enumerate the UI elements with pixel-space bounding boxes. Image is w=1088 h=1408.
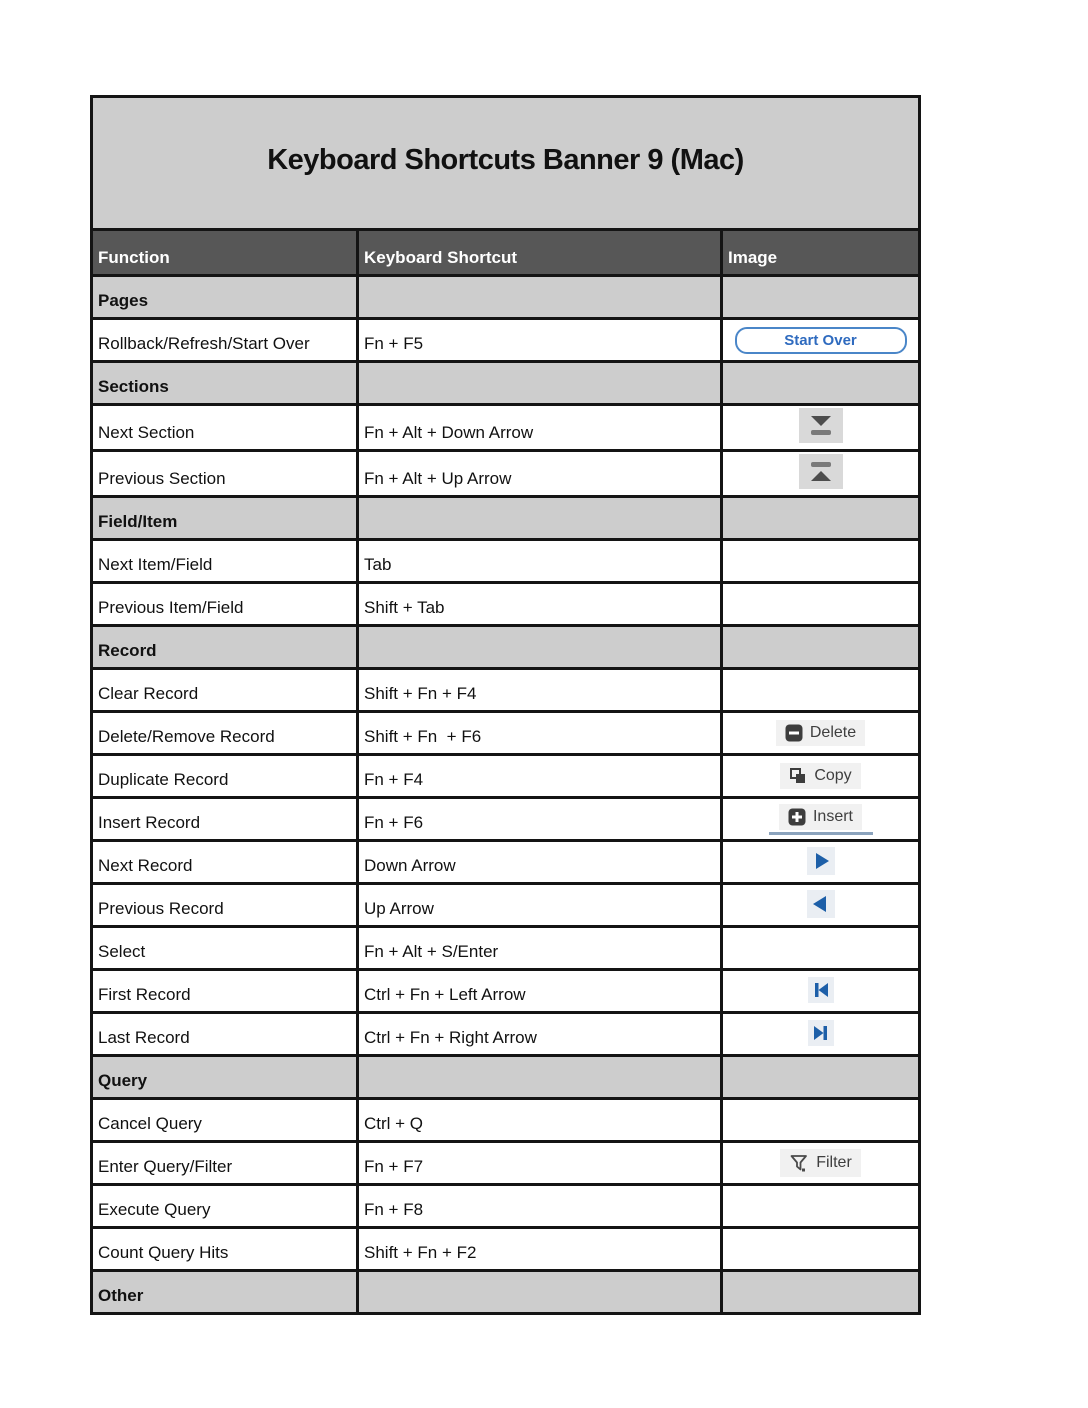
insert-underline: [769, 832, 873, 835]
shortcut-row-last-record: [92, 1013, 920, 1056]
section-label: Record: [92, 626, 358, 669]
minus-icon: [785, 724, 803, 742]
function-cell: Next Record: [92, 841, 358, 884]
copy-button[interactable]: [780, 763, 860, 789]
filter-label: Filter: [816, 1153, 852, 1171]
function-cell: Delete/Remove Record: [92, 712, 358, 755]
image-cell: [722, 884, 920, 927]
delete-label: Delete: [809, 723, 857, 741]
image-cell: [722, 451, 920, 497]
section-cell-image: [722, 362, 920, 405]
image-cell: [722, 319, 920, 362]
image-cell: [722, 1228, 920, 1271]
image-cell: [722, 540, 920, 583]
function-cell: Select: [92, 927, 358, 970]
section-row-pages: [92, 276, 920, 319]
image-cell: [722, 712, 920, 755]
insert-button-group: [769, 804, 873, 835]
copy-label: Copy: [814, 766, 852, 784]
image-cell: [722, 755, 920, 798]
title-row: [92, 97, 920, 230]
delete-button[interactable]: [776, 720, 865, 746]
shortcut-cell: Fn + F7: [358, 1142, 722, 1185]
section-cell-shortcut: [358, 1271, 722, 1314]
section-cell-image: [722, 1271, 920, 1314]
section-cell-image: [722, 497, 920, 540]
function-cell: Last Record: [92, 1013, 358, 1056]
shortcut-row-insert-record: [92, 798, 920, 841]
next-section-icon[interactable]: [799, 408, 843, 443]
shortcut-row-delete-remove-record: [92, 712, 920, 755]
section-cell-image: [722, 276, 920, 319]
col-header-shortcut: Keyboard Shortcut: [358, 230, 722, 276]
shortcut-row-clear-record: [92, 669, 920, 712]
shortcut-row-duplicate-record: [92, 755, 920, 798]
image-cell: [722, 1099, 920, 1142]
shortcut-cell: Fn + F6: [358, 798, 722, 841]
shortcut-cell: Tab: [358, 540, 722, 583]
shortcut-row-cancel-query: [92, 1099, 920, 1142]
function-cell: First Record: [92, 970, 358, 1013]
shortcut-row-previous-section: [92, 451, 920, 497]
image-cell: [722, 1142, 920, 1185]
shortcut-row-previous-record: [92, 884, 920, 927]
shortcuts-table-wrap: [90, 95, 918, 1315]
section-cell-shortcut: [358, 276, 722, 319]
image-cell: [722, 927, 920, 970]
page-title: Keyboard Shortcuts Banner 9 (Mac): [92, 97, 920, 230]
start-over-button[interactable]: [735, 327, 907, 354]
function-cell: Next Item/Field: [92, 540, 358, 583]
shortcut-cell: Fn + Alt + Down Arrow: [358, 405, 722, 451]
section-cell-image: [722, 1056, 920, 1099]
shortcut-row-execute-query: [92, 1185, 920, 1228]
function-cell: Insert Record: [92, 798, 358, 841]
function-cell: Previous Record: [92, 884, 358, 927]
next-record-icon[interactable]: [807, 847, 835, 875]
funnel-icon: [789, 1153, 809, 1173]
col-header-function: Function: [92, 230, 358, 276]
section-row-other: [92, 1271, 920, 1314]
shortcut-cell: Shift + Tab: [358, 583, 722, 626]
shortcut-cell: Shift + Fn + F4: [358, 669, 722, 712]
shortcuts-table: [90, 95, 921, 1315]
function-cell: Clear Record: [92, 669, 358, 712]
shortcut-cell: Fn + Alt + S/Enter: [358, 927, 722, 970]
shortcut-cell: Ctrl + Fn + Left Arrow: [358, 970, 722, 1013]
shortcut-cell: Fn + F5: [358, 319, 722, 362]
function-cell: Duplicate Record: [92, 755, 358, 798]
shortcut-cell: Fn + Alt + Up Arrow: [358, 451, 722, 497]
image-cell: [722, 405, 920, 451]
shortcut-cell: Fn + F8: [358, 1185, 722, 1228]
function-cell: Cancel Query: [92, 1099, 358, 1142]
image-cell: [722, 841, 920, 884]
section-row-query: [92, 1056, 920, 1099]
insert-label: Insert: [812, 807, 853, 825]
previous-section-icon[interactable]: [799, 454, 843, 489]
shortcut-row-first-record: [92, 970, 920, 1013]
shortcut-row-select: [92, 927, 920, 970]
start-over-label: Start Over: [784, 331, 857, 349]
header-row: [92, 230, 920, 276]
shortcut-cell: Shift + Fn + F6: [358, 712, 722, 755]
shortcut-cell: Ctrl + Q: [358, 1099, 722, 1142]
section-label: Pages: [92, 276, 358, 319]
function-cell: Next Section: [92, 405, 358, 451]
section-cell-shortcut: [358, 497, 722, 540]
shortcut-row-next-section: [92, 405, 920, 451]
function-cell: Execute Query: [92, 1185, 358, 1228]
first-record-icon[interactable]: [808, 977, 834, 1003]
section-label: Other: [92, 1271, 358, 1314]
plus-icon: [788, 808, 806, 826]
image-cell: [722, 1013, 920, 1056]
function-cell: Previous Section: [92, 451, 358, 497]
shortcut-cell: Up Arrow: [358, 884, 722, 927]
section-cell-shortcut: [358, 1056, 722, 1099]
image-cell: [722, 798, 920, 841]
shortcut-cell: Shift + Fn + F2: [358, 1228, 722, 1271]
insert-button[interactable]: [779, 804, 862, 830]
section-label: Field/Item: [92, 497, 358, 540]
image-cell: [722, 970, 920, 1013]
image-cell: [722, 1185, 920, 1228]
section-row-field-item: [92, 497, 920, 540]
shortcut-row-rollback-refresh-start-over: [92, 319, 920, 362]
shortcut-row-count-query-hits: [92, 1228, 920, 1271]
col-header-image: Image: [722, 230, 920, 276]
image-cell: [722, 669, 920, 712]
shortcut-row-enter-query-filter: [92, 1142, 920, 1185]
section-cell-image: [722, 626, 920, 669]
function-cell: Previous Item/Field: [92, 583, 358, 626]
shortcut-row-next-record: [92, 841, 920, 884]
last-record-icon[interactable]: [808, 1020, 834, 1046]
function-cell: Enter Query/Filter: [92, 1142, 358, 1185]
section-cell-shortcut: [358, 362, 722, 405]
image-cell: [722, 583, 920, 626]
shortcut-row-next-item-field: [92, 540, 920, 583]
section-cell-shortcut: [358, 626, 722, 669]
function-cell: Count Query Hits: [92, 1228, 358, 1271]
function-cell: Rollback/Refresh/Start Over: [92, 319, 358, 362]
shortcut-cell: Ctrl + Fn + Right Arrow: [358, 1013, 722, 1056]
shortcut-row-previous-item-field: [92, 583, 920, 626]
filter-button[interactable]: [780, 1149, 861, 1177]
section-row-record: [92, 626, 920, 669]
shortcut-cell: Down Arrow: [358, 841, 722, 884]
section-row-sections: [92, 362, 920, 405]
section-label: Query: [92, 1056, 358, 1099]
previous-record-icon[interactable]: [807, 890, 835, 918]
shortcut-cell: Fn + F4: [358, 755, 722, 798]
section-label: Sections: [92, 362, 358, 405]
copy-icon: [789, 767, 807, 785]
